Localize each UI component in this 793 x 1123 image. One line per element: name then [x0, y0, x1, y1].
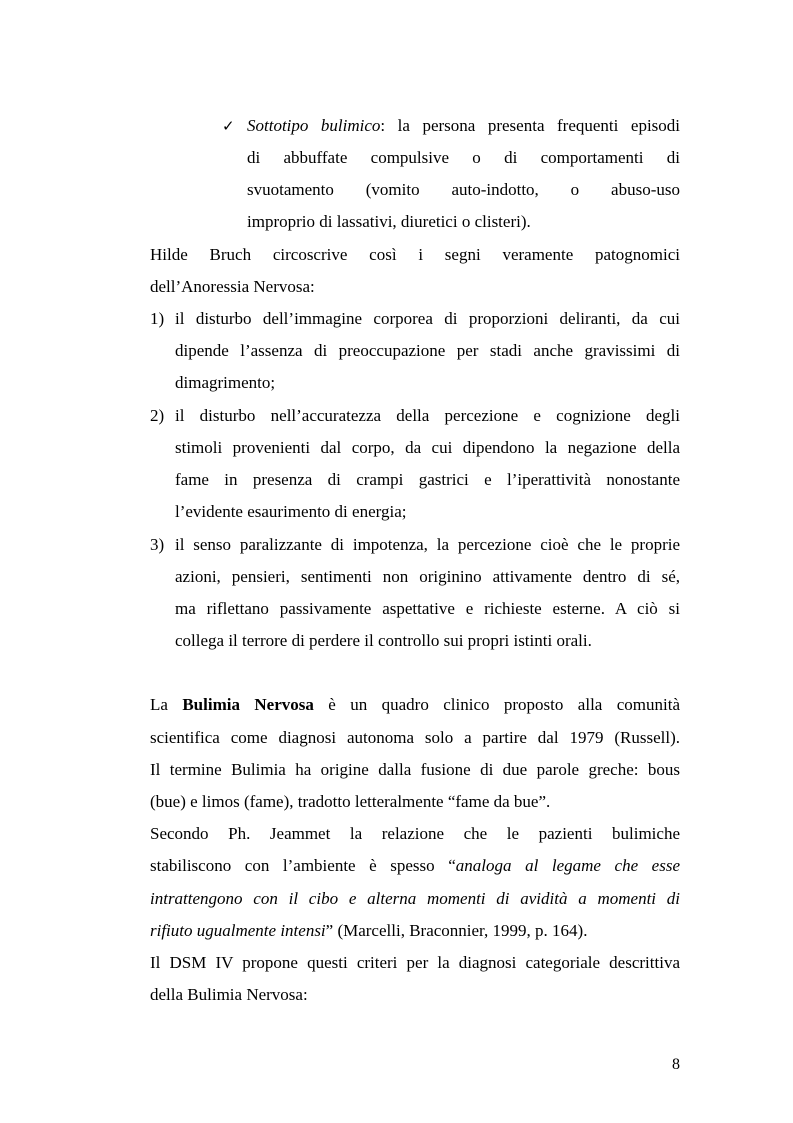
- list-item-line: dimagrimento;: [175, 373, 276, 392]
- paragraph-line: stabiliscono con l’ambiente è spesso “analoga al legame che esse: [150, 856, 681, 875]
- paragraph-line: [150, 886, 680, 912]
- paragraph-line: dell’Anoressia Nervosa:: [150, 277, 315, 296]
- paragraph-line: Hilde Bruch circoscrive così i segni veramente patognomici: [150, 245, 680, 264]
- bullet-line: improprio di lassativi, diuretici o clisteri).: [247, 212, 531, 231]
- checkmark-icon: ✓: [222, 117, 235, 135]
- list-marker: 1): [150, 309, 165, 328]
- list-item-line: l’evidente esaurimento di energia;: [175, 502, 407, 521]
- list-item: [150, 532, 680, 558]
- list-item-line: dipende l’assenza di preoccupazione per stadi anche gravissimi di: [175, 341, 680, 360]
- list-item-text: il senso paralizzante di impotenza, la percezione cioè che le proprie: [175, 535, 680, 554]
- list-item-line: collega il terrore di perdere il controllo sui propri istinti orali.: [175, 631, 592, 650]
- list-marker: 3): [150, 535, 165, 554]
- quote-text: intrattengono con il cibo e alterna momenti di avidità a momenti di: [150, 889, 680, 908]
- list-item-line: ma riflettano passivamente aspettative e richieste esterne. A ciò si: [175, 599, 680, 618]
- page-number: 8: [672, 1056, 680, 1073]
- bullet-line: di abbuffate compulsive o di comportamenti di: [247, 148, 680, 167]
- paragraph-line: scientifica come diagnosi autonoma solo a partire dal 1979 (Russell).: [150, 728, 680, 747]
- bold-term: Bulimia Nervosa: [182, 695, 314, 714]
- paragraph-line: della Bulimia Nervosa:: [150, 985, 308, 1004]
- paragraph-line: rifiuto ugualmente intensi” (Marcelli, Braconnier, 1999, p. 164).: [150, 921, 588, 940]
- paragraph-line: Il DSM IV propone questi criteri per la diagnosi categoriale descrittiva: [150, 953, 680, 972]
- quote-text: rifiuto ugualmente intensi: [150, 921, 326, 940]
- bullet-first-line: [222, 113, 680, 139]
- list-item-line: azioni, pensieri, sentimenti non originino attivamente dentro di sé,: [175, 567, 680, 586]
- quote-text: analoga al legame che esse: [455, 856, 681, 875]
- list-item-line: fame in presenza di crampi gastrici e l’iperattività nonostante: [175, 470, 680, 489]
- paragraph-line: (bue) e limos (fame), tradotto letteralmente “fame da bue”.: [150, 792, 551, 811]
- list-item: [150, 403, 680, 429]
- list-item-text: il disturbo nell’accuratezza della percezione e cognizione degli: [175, 406, 680, 425]
- list-marker: 2): [150, 406, 165, 425]
- bullet-term: Sottotipo bulimico: [247, 116, 381, 135]
- paragraph-line: Il termine Bulimia ha origine dalla fusione di due parole greche: bous: [150, 760, 680, 779]
- list-item-line: stimoli provenienti dal corpo, da cui dipendono la negazione della: [175, 438, 680, 457]
- bullet-text: Sottotipo bulimico: la persona presenta frequenti episodi: [247, 116, 681, 135]
- list-item: [150, 306, 680, 332]
- paragraph-line: La Bulimia Nervosa è un quadro clinico proposto alla comunità: [150, 695, 681, 714]
- list-item-text: il disturbo dell’immagine corporea di proporzioni deliranti, da cui: [175, 309, 680, 328]
- bullet-line: svuotamento (vomito auto-indotto, o abuso-uso: [247, 180, 680, 199]
- paragraph-line: Secondo Ph. Jeammet la relazione che le pazienti bulimiche: [150, 824, 680, 843]
